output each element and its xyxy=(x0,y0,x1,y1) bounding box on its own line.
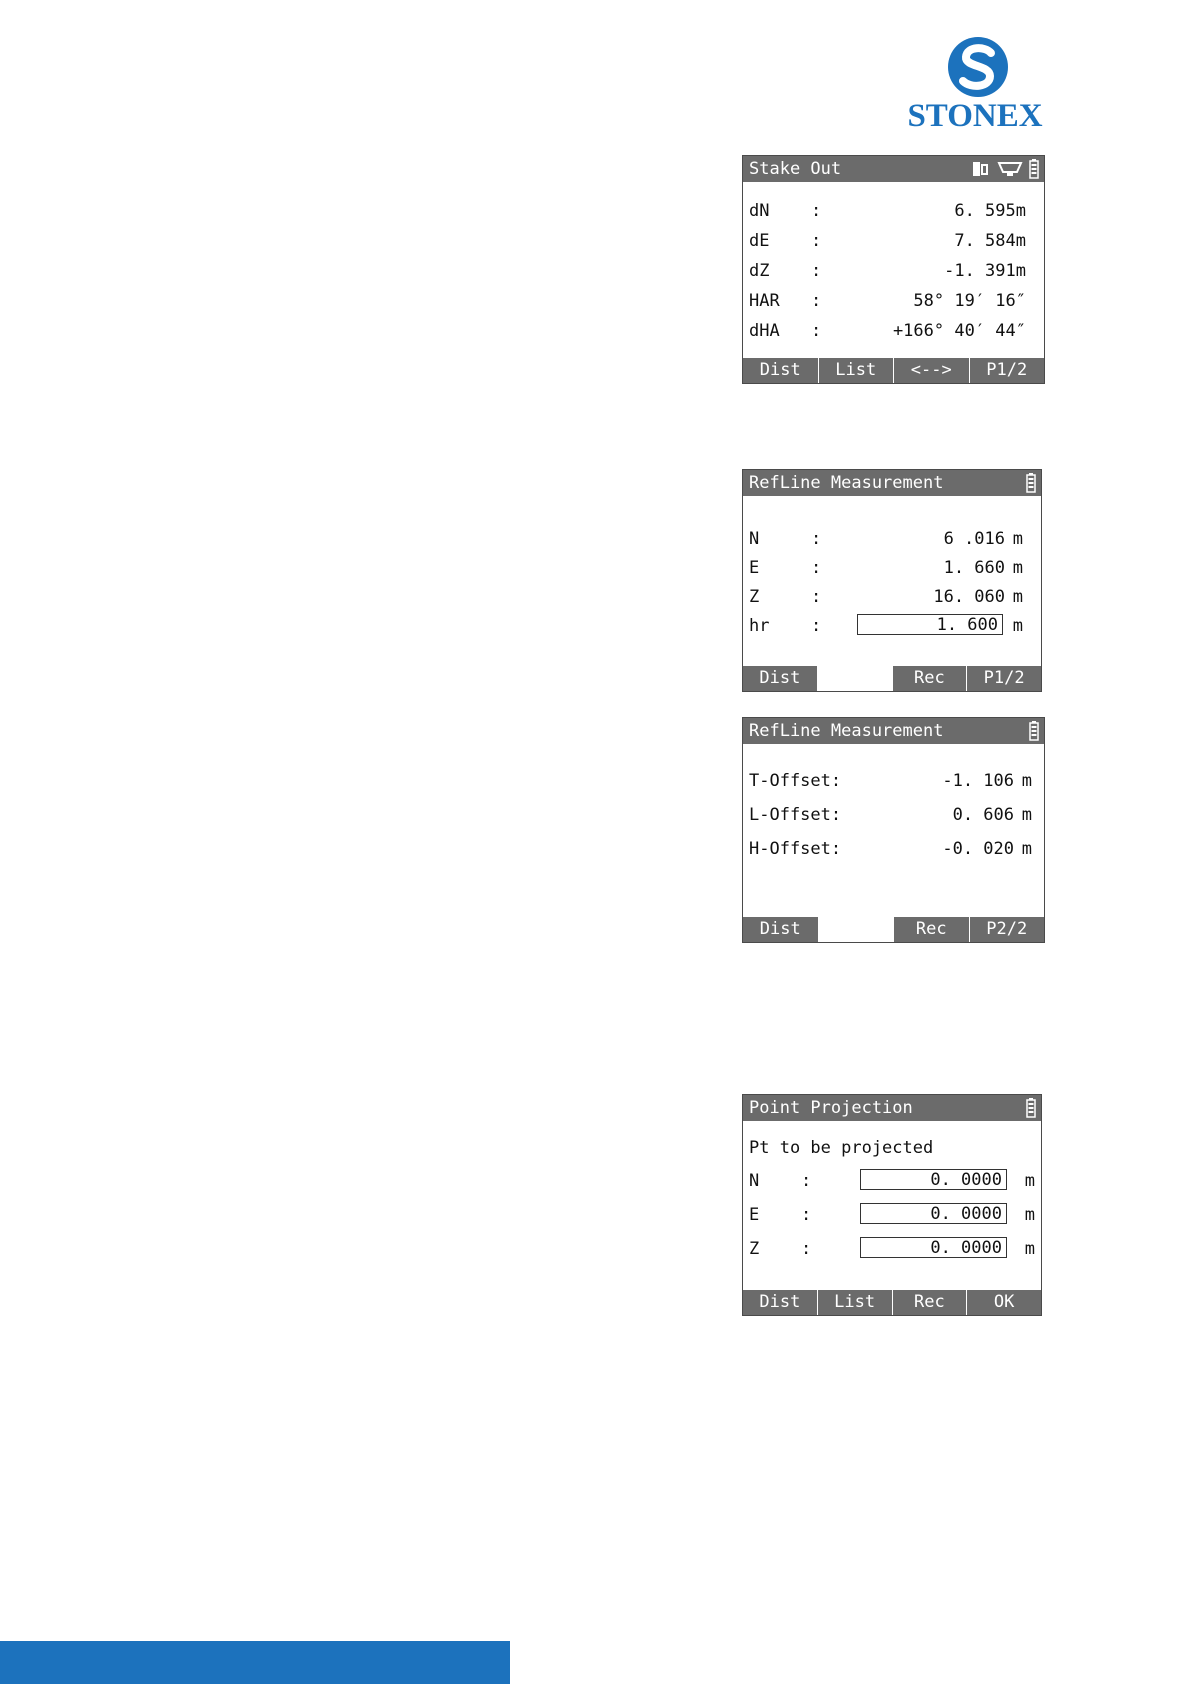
row-unit: m xyxy=(1012,587,1023,607)
row-value: +166° 40′ 44″ xyxy=(892,321,1026,341)
softkey-dist[interactable]: Dist xyxy=(743,358,819,383)
softkey-dist[interactable]: Dist xyxy=(743,666,818,691)
row-unit: m xyxy=(1024,1205,1035,1225)
row-value: 58° 19′ 16″ xyxy=(913,291,1026,311)
row-label: T-Offset: xyxy=(749,771,842,791)
refline-2-softkeys xyxy=(743,917,1044,942)
stake-out-row-dn xyxy=(749,200,1038,222)
row-label: hr xyxy=(749,616,770,636)
row-colon: : xyxy=(811,529,822,549)
row-label: N xyxy=(749,1171,760,1191)
row-colon: : xyxy=(801,1171,812,1191)
z-input[interactable]: 0. 0000 xyxy=(860,1237,1007,1258)
battery-icon xyxy=(1026,1098,1036,1118)
footer-color-band xyxy=(0,1641,510,1684)
battery-icon xyxy=(1026,473,1036,493)
row-value: 16. 060 xyxy=(933,587,1005,607)
row-colon: : xyxy=(811,291,822,311)
stake-out-row-de xyxy=(749,230,1038,252)
point-projection-screen xyxy=(742,1094,1042,1316)
row-label: L-Offset: xyxy=(749,805,842,825)
row-unit: m xyxy=(1012,529,1023,549)
stake-out-titlebar xyxy=(743,156,1044,182)
point-projection-softkeys xyxy=(743,1290,1041,1315)
refline-1-titlebar xyxy=(743,470,1041,496)
row-unit: m xyxy=(1021,805,1032,825)
row-colon: : xyxy=(811,201,822,221)
softkey-rec[interactable]: Rec xyxy=(893,1290,968,1315)
prism-target-icon xyxy=(971,160,991,178)
row-colon: : xyxy=(811,616,822,636)
softkey-dist[interactable]: Dist xyxy=(743,1290,818,1315)
stake-out-row-dha xyxy=(749,320,1038,342)
row-colon: : xyxy=(811,587,822,607)
refline-2-row-h-offset xyxy=(749,838,1038,860)
softkey-switch[interactable]: <--> xyxy=(894,358,970,383)
row-unit: m xyxy=(1024,1171,1035,1191)
stonex-logo-text: STONEX xyxy=(907,98,1043,134)
row-unit: m xyxy=(1012,616,1023,636)
point-projection-subtitle xyxy=(749,1137,1035,1159)
row-value: 0. 606 xyxy=(952,805,1014,825)
row-colon: : xyxy=(811,321,822,341)
n-input[interactable]: 0. 0000 xyxy=(860,1169,1007,1190)
subtitle-text: Pt to be projected xyxy=(749,1138,934,1158)
row-label: dE xyxy=(749,231,770,251)
softkey-empty xyxy=(819,917,895,942)
refline-screen-2 xyxy=(742,717,1045,943)
softkey-page[interactable]: P2/2 xyxy=(970,917,1045,942)
row-colon: : xyxy=(811,231,822,251)
row-unit: m xyxy=(1024,1239,1035,1259)
row-label: E xyxy=(749,1205,760,1225)
row-label: Z xyxy=(749,1239,760,1259)
softkey-rec[interactable]: Rec xyxy=(894,917,970,942)
stake-out-row-har xyxy=(749,290,1038,312)
row-unit: m xyxy=(1021,839,1032,859)
row-unit: m xyxy=(1012,558,1023,578)
refline-1-row-n xyxy=(749,528,1035,550)
row-label: H-Offset: xyxy=(749,839,842,859)
point-projection-title: Point Projection xyxy=(749,1098,913,1118)
row-value: -1. 106 xyxy=(942,771,1014,791)
softkey-list[interactable]: List xyxy=(818,1290,893,1315)
row-colon: : xyxy=(801,1239,812,1259)
e-input[interactable]: 0. 0000 xyxy=(860,1203,1007,1224)
row-colon: : xyxy=(811,558,822,578)
refline-1-row-z xyxy=(749,586,1035,608)
row-value: -0. 020 xyxy=(942,839,1014,859)
row-label: E xyxy=(749,558,760,578)
stonex-logo xyxy=(900,36,1050,136)
row-value: -1. 391m xyxy=(944,261,1026,281)
stake-out-row-dz xyxy=(749,260,1038,282)
refline-screen-1 xyxy=(742,469,1042,692)
row-colon: : xyxy=(811,261,822,281)
refline-2-title: RefLine Measurement xyxy=(749,721,944,741)
row-label: N xyxy=(749,529,760,549)
row-label: dHA xyxy=(749,321,780,341)
row-value: 6 .016 xyxy=(943,529,1005,549)
softkey-dist[interactable]: Dist xyxy=(743,917,819,942)
row-value: 7. 584m xyxy=(954,231,1026,251)
row-label: HAR xyxy=(749,291,780,311)
row-unit: m xyxy=(1021,771,1032,791)
stake-out-title: Stake Out xyxy=(749,159,842,179)
refline-1-row-e xyxy=(749,557,1035,579)
stonex-logo-mark xyxy=(947,36,1009,98)
refline-1-title: RefLine Measurement xyxy=(749,473,944,493)
stake-out-screen xyxy=(742,155,1045,384)
refline-2-row-l-offset xyxy=(749,804,1038,826)
stake-out-softkeys xyxy=(743,358,1044,383)
softkey-empty xyxy=(818,666,893,691)
softkey-page[interactable]: P1/2 xyxy=(970,358,1045,383)
refline-1-softkeys xyxy=(743,666,1041,691)
hr-input[interactable]: 1. 600 xyxy=(857,614,1003,635)
laser-icon xyxy=(997,160,1023,178)
softkey-rec[interactable]: Rec xyxy=(893,666,968,691)
softkey-ok[interactable]: OK xyxy=(967,1290,1041,1315)
refline-2-titlebar xyxy=(743,718,1044,744)
row-value: 1. 660 xyxy=(943,558,1005,578)
row-label: dZ xyxy=(749,261,770,281)
row-colon: : xyxy=(801,1205,812,1225)
point-projection-titlebar xyxy=(743,1095,1041,1121)
softkey-list[interactable]: List xyxy=(819,358,895,383)
softkey-page[interactable]: P1/2 xyxy=(967,666,1041,691)
row-value: 6. 595m xyxy=(954,201,1026,221)
row-label: dN xyxy=(749,201,770,221)
battery-icon xyxy=(1029,159,1039,179)
row-label: Z xyxy=(749,587,760,607)
battery-icon xyxy=(1029,721,1039,741)
refline-2-row-t-offset xyxy=(749,770,1038,792)
